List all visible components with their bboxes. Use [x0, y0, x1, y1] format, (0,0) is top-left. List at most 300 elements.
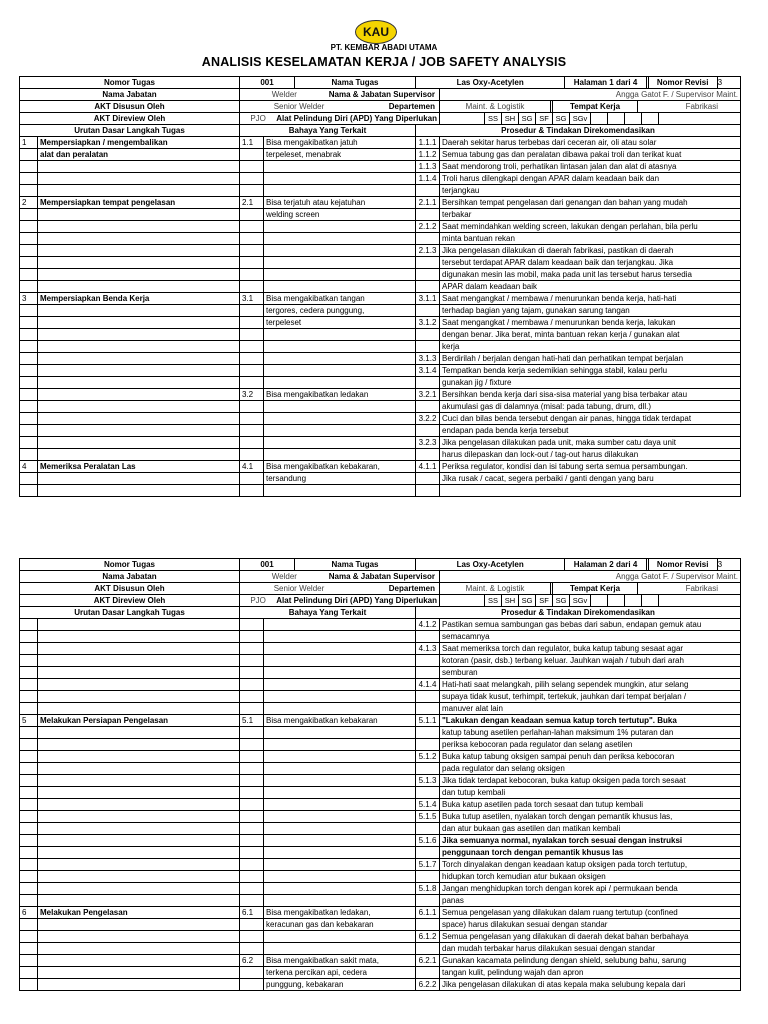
- step-text: [38, 667, 240, 679]
- tempat-kerja-value: Fabrikasi: [637, 101, 740, 112]
- step-text: [38, 703, 240, 715]
- procedure-number: [416, 401, 440, 413]
- hazard-number: [240, 353, 264, 365]
- procedure-text: semacamnya: [440, 631, 741, 643]
- procedure-number: [416, 185, 440, 197]
- hazard-number: [240, 763, 264, 775]
- step-number: [20, 257, 38, 269]
- procedure-text: kotoran (pasir, dsb.) terbang keluar. Jauhkan wajah / tubuh dari arah: [440, 655, 741, 667]
- procedure-text: digunakan mesin las mobil, maka pada unit las tersebut harus tersedia: [440, 269, 741, 281]
- procedure-text: dan atur bukaan gas asetilen dan matikan kembali: [440, 823, 741, 835]
- table-row: [20, 919, 741, 931]
- procedure-text: Jangan menghidupkan torch dengan korek api / permukaan benda: [440, 883, 741, 895]
- apd-code: SH: [501, 595, 518, 606]
- step-text: [38, 173, 240, 185]
- departemen-label: Departemen: [388, 584, 436, 593]
- table-row: [20, 679, 741, 691]
- procedure-number: 5.1.6: [416, 835, 440, 847]
- step-text: [38, 895, 240, 907]
- hazard-number: [240, 185, 264, 197]
- procedure-text: harus dilepaskan dan lock-out / tag-out harus dilakukan: [440, 449, 741, 461]
- table-row: [20, 257, 741, 269]
- table-row: [20, 389, 741, 401]
- step-number: 6: [20, 907, 38, 919]
- procedure-text: Jika pengelasan dilakukan di daerah fabrikasi, pastikan di daerah: [440, 245, 741, 257]
- jabatan-supervisor-block: [240, 89, 440, 101]
- procedure-number: 2.1.1: [416, 197, 440, 209]
- hazard-text: [264, 823, 416, 835]
- table-row: [20, 317, 741, 329]
- procedure-text: terhadap bagian yang tajam, gunakan sarung tangan: [440, 305, 741, 317]
- step-text: [38, 775, 240, 787]
- procedure-text: Jika tidak terdapat kebocoran, buka katup oksigen pada torch sesaat: [440, 775, 741, 787]
- halaman-label: Halaman 2 dari 4: [564, 559, 645, 570]
- procedure-number: [416, 485, 440, 497]
- hazard-number: [240, 835, 264, 847]
- step-text: [38, 799, 240, 811]
- column-header-steps: Urutan Dasar Langkah Tugas: [20, 125, 240, 137]
- step-number: [20, 161, 38, 173]
- table-row: [20, 233, 741, 245]
- step-number: 3: [20, 293, 38, 305]
- step-text: [38, 449, 240, 461]
- procedure-number: [416, 871, 440, 883]
- nama-tugas-label: Nama Tugas: [294, 77, 415, 88]
- table-row: [20, 763, 741, 775]
- nama-tugas-value: Las Oxy-Acetylen: [456, 78, 524, 87]
- procedure-text: Semua pengelasan yang dilakukan dalam ruang tertutup (confined: [440, 907, 741, 919]
- apd-codes: [440, 113, 741, 125]
- apd-code: [590, 113, 607, 124]
- hazard-number: [240, 847, 264, 859]
- hazard-number: [240, 485, 264, 497]
- apd-code: SF: [535, 595, 552, 606]
- hazard-text: [264, 811, 416, 823]
- table-row: [20, 907, 741, 919]
- step-number: [20, 353, 38, 365]
- nomor-revisi-label: Nomor Revisi: [646, 77, 717, 88]
- hazard-number: [240, 739, 264, 751]
- step-number: [20, 485, 38, 497]
- procedure-number: [416, 269, 440, 281]
- table-row: [20, 461, 741, 473]
- hazard-text: [264, 847, 416, 859]
- nomor-tugas-label: Nomor Tugas: [20, 77, 240, 89]
- hazard-number: [240, 895, 264, 907]
- step-number: [20, 955, 38, 967]
- procedure-text: Berdirilah / berjalan dengan hati-hati dan perhatikan tempat berjalan: [440, 353, 741, 365]
- apd-code: [590, 595, 607, 606]
- procedure-text: Bersihkan tempat pengelasan dari genangan dan bahan yang mudah: [440, 197, 741, 209]
- hazard-number: [240, 799, 264, 811]
- procedure-text: Buka tutup asetilen, nyalakan torch dengan pemantik khusus las,: [440, 811, 741, 823]
- procedure-number: [416, 763, 440, 775]
- direview-apd-block: [240, 595, 440, 607]
- table-row: [20, 739, 741, 751]
- hazard-number: [240, 377, 264, 389]
- departemen-tempat-block: [440, 583, 741, 595]
- hazard-number: [240, 943, 264, 955]
- step-number: [20, 221, 38, 233]
- table-row: [20, 449, 741, 461]
- procedure-number: [416, 739, 440, 751]
- hazard-text: [264, 437, 416, 449]
- procedure-text: Buka katup asetilen pada torch sesaat dan tutup kembali: [440, 799, 741, 811]
- hazard-text: [264, 691, 416, 703]
- table-row: [20, 895, 741, 907]
- document-title: ANALISIS KESELAMATAN KERJA / JOB SAFETY ANALYSIS: [201, 55, 567, 69]
- hazard-text: [264, 631, 416, 643]
- hazard-number: [240, 413, 264, 425]
- table-row: [20, 667, 741, 679]
- hazard-text: [264, 895, 416, 907]
- procedure-number: 1.1.4: [416, 173, 440, 185]
- table-row: [20, 269, 741, 281]
- step-number: [20, 149, 38, 161]
- step-text: [38, 389, 240, 401]
- procedure-number: [416, 943, 440, 955]
- step-text: [38, 967, 240, 979]
- step-text: [38, 727, 240, 739]
- hazard-number: [240, 703, 264, 715]
- step-number: [20, 329, 38, 341]
- hazard-text: [264, 739, 416, 751]
- procedure-number: [416, 667, 440, 679]
- step-text: Mempersiapkan tempat pengelasan: [38, 197, 240, 209]
- hazard-text: [264, 257, 416, 269]
- step-number: [20, 811, 38, 823]
- procedure-text: Pastikan semua sambungan gas bebas dari sabun, endapan gemuk atau: [440, 619, 741, 631]
- procedure-number: 5.1.2: [416, 751, 440, 763]
- hazard-number: [240, 883, 264, 895]
- hazard-text: [264, 425, 416, 437]
- procedure-number: [416, 655, 440, 667]
- hazard-number: [240, 775, 264, 787]
- step-number: [20, 967, 38, 979]
- procedure-number: 5.1.5: [416, 811, 440, 823]
- step-text: [38, 401, 240, 413]
- hazard-number: [240, 679, 264, 691]
- step-text: [38, 787, 240, 799]
- procedure-number: [416, 377, 440, 389]
- hazard-number: [240, 341, 264, 353]
- nama-tugas-label: Nama Tugas: [294, 559, 415, 570]
- step-number: 1: [20, 137, 38, 149]
- direview-value: PJO: [250, 114, 266, 123]
- procedure-number: 3.1.4: [416, 365, 440, 377]
- step-number: [20, 365, 38, 377]
- procedure-number: [416, 631, 440, 643]
- hazard-number: [240, 967, 264, 979]
- step-text: alat dan peralatan: [38, 149, 240, 161]
- step-text: [38, 811, 240, 823]
- apd-code: [641, 113, 658, 124]
- departemen-tempat-block: [440, 101, 741, 113]
- hazard-text: [264, 281, 416, 293]
- procedure-text: katup tabung asetilen perlahan-lahan maksimum 1% putaran dan: [440, 727, 741, 739]
- direview-label: AKT Direview Oleh: [20, 113, 240, 125]
- hazard-text: terkena percikan api, cedera: [264, 967, 416, 979]
- column-header-procedures: Prosedur & Tindakan Direkomendasikan: [416, 125, 741, 137]
- step-number: [20, 823, 38, 835]
- procedure-text: Torch dinyalakan dengan keadaan katup oksigen pada torch tertutup,: [440, 859, 741, 871]
- hazard-text: [264, 269, 416, 281]
- step-number: [20, 871, 38, 883]
- hazard-number: [240, 859, 264, 871]
- hazard-number: [240, 449, 264, 461]
- table-row: [20, 161, 741, 173]
- procedure-number: 3.2.3: [416, 437, 440, 449]
- procedure-text: akumulasi gas di dalamnya (misal: pada tabung, drum, dll.): [440, 401, 741, 413]
- step-text: [38, 739, 240, 751]
- hazard-text: tergores, cedera punggung,: [264, 305, 416, 317]
- procedure-number: [416, 787, 440, 799]
- apd-code: [624, 595, 641, 606]
- procedure-number: 1.1.3: [416, 161, 440, 173]
- hazard-text: [264, 221, 416, 233]
- procedure-text: tangan kulit, pelindung wajah dan apron: [440, 967, 741, 979]
- procedure-text: Jika pengelasan dilakukan pada unit, maka sumber catu daya unit: [440, 437, 741, 449]
- procedure-number: [416, 895, 440, 907]
- step-text: [38, 485, 240, 497]
- hazard-text: [264, 763, 416, 775]
- procedure-number: 6.1.2: [416, 931, 440, 943]
- table-row: [20, 871, 741, 883]
- procedure-text: terbakar: [440, 209, 741, 221]
- procedure-number: [416, 281, 440, 293]
- procedure-text: Tempatkan benda kerja sedemikian sehingga stabil, kalau perlu: [440, 365, 741, 377]
- company-logo: [355, 20, 397, 44]
- step-text: [38, 353, 240, 365]
- hazard-text: [264, 449, 416, 461]
- supervisor-value: Angga Gatot F. / Supervisor Maint.: [440, 89, 741, 101]
- hazard-number: [240, 751, 264, 763]
- hazard-text: tersandung: [264, 473, 416, 485]
- step-text: [38, 955, 240, 967]
- hazard-text: terpeleset: [264, 317, 416, 329]
- apd-code: [607, 113, 624, 124]
- hazard-number: [240, 691, 264, 703]
- table-row: [20, 197, 741, 209]
- nomor-tugas-block: [240, 77, 416, 89]
- nama-jabatan-value: Welder: [271, 90, 297, 99]
- hazard-text: [264, 679, 416, 691]
- table-row: [20, 281, 741, 293]
- nomor-tugas-value: 001: [260, 78, 274, 87]
- step-text: [38, 365, 240, 377]
- hazard-text: [264, 413, 416, 425]
- company-name: PT. KEMBAR ABADI UTAMA: [330, 43, 438, 52]
- column-header-hazards: Bahaya Yang Terkait: [240, 607, 416, 619]
- hazard-number: [240, 979, 264, 991]
- nomor-revisi-value: 3: [717, 77, 740, 88]
- step-number: [20, 413, 38, 425]
- hazard-number: 5.1: [240, 715, 264, 727]
- step-text: [38, 473, 240, 485]
- hazard-number: [240, 305, 264, 317]
- apd-code: SS: [484, 113, 501, 124]
- step-number: [20, 317, 38, 329]
- procedure-number: [416, 727, 440, 739]
- step-text: Melakukan Pengelasan: [38, 907, 240, 919]
- hazard-text: punggung, kebakaran: [264, 979, 416, 991]
- procedure-text: Semua pengelasan yang dilakukan di daerah dekat bahan berbahaya: [440, 931, 741, 943]
- hazard-text: [264, 619, 416, 631]
- procedure-number: [416, 967, 440, 979]
- hazard-text: welding screen: [264, 209, 416, 221]
- step-number: [20, 401, 38, 413]
- step-number: [20, 847, 38, 859]
- procedure-text: periksa kebocoran pada regulator dan selang asetilen: [440, 739, 741, 751]
- table-row: [20, 799, 741, 811]
- departemen-label: Departemen: [388, 102, 436, 111]
- step-number: [20, 775, 38, 787]
- step-number: [20, 185, 38, 197]
- table-row: [20, 655, 741, 667]
- procedure-text: Saat mengangkat / membawa / menurunkan benda kerja, lakukan: [440, 317, 741, 329]
- procedure-number: [416, 449, 440, 461]
- table-row: [20, 979, 741, 991]
- hazard-text: [264, 365, 416, 377]
- step-text: [38, 823, 240, 835]
- column-header-procedures: Prosedur & Tindakan Direkomendasikan: [416, 607, 741, 619]
- table-row: [20, 209, 741, 221]
- table-row: [20, 823, 741, 835]
- step-text: [38, 425, 240, 437]
- apd-label: Alat Pelindung Diri (APD) Yang Diperlukan: [276, 114, 438, 123]
- nama-jabatan-value: Welder: [271, 572, 297, 581]
- table-row: [20, 221, 741, 233]
- procedure-text: APAR dalam keadaan baik: [440, 281, 741, 293]
- disusun-departemen-block: [240, 101, 440, 113]
- procedure-number: 6.1.1: [416, 907, 440, 919]
- hazard-text: [264, 401, 416, 413]
- step-text: [38, 763, 240, 775]
- step-number: [20, 425, 38, 437]
- procedure-text: hidupkan torch kemudian atur bukaan oksigen: [440, 871, 741, 883]
- step-number: [20, 763, 38, 775]
- procedure-number: 5.1.4: [416, 799, 440, 811]
- hazard-text: [264, 667, 416, 679]
- hazard-text: [264, 185, 416, 197]
- procedure-number: 4.1.1: [416, 461, 440, 473]
- nomor-tugas-block: [240, 559, 416, 571]
- step-text: Memeriksa Peralatan Las: [38, 461, 240, 473]
- step-number: [20, 667, 38, 679]
- procedure-number: 5.1.1: [416, 715, 440, 727]
- hazard-number: [240, 643, 264, 655]
- hazard-number: [240, 787, 264, 799]
- step-text: [38, 835, 240, 847]
- step-number: [20, 619, 38, 631]
- step-text: [38, 245, 240, 257]
- nama-tugas-halaman-block: [416, 559, 741, 571]
- hazard-text: [264, 245, 416, 257]
- table-row: [20, 245, 741, 257]
- table-row: [20, 473, 741, 485]
- procedure-text: Cuci dan bilas benda tersebut dengan air panas, hingga tidak terdapat: [440, 413, 741, 425]
- hazard-number: [240, 437, 264, 449]
- tempat-kerja-label: Tempat Kerja: [550, 101, 637, 112]
- procedure-number: 5.1.8: [416, 883, 440, 895]
- step-text: [38, 305, 240, 317]
- hazard-text: [264, 727, 416, 739]
- procedure-number: 2.1.3: [416, 245, 440, 257]
- step-number: [20, 703, 38, 715]
- table-row: [20, 727, 741, 739]
- hazard-number: 6.2: [240, 955, 264, 967]
- hazard-text: [264, 329, 416, 341]
- column-header-steps: Urutan Dasar Langkah Tugas: [20, 607, 240, 619]
- procedure-number: 4.1.3: [416, 643, 440, 655]
- hazard-text: [264, 353, 416, 365]
- hazard-text: [264, 883, 416, 895]
- step-number: [20, 389, 38, 401]
- direview-apd-block: [240, 113, 440, 125]
- table-row: [20, 341, 741, 353]
- hazard-text: [264, 655, 416, 667]
- procedure-text: tersebut terdapat APAR dalam keadaan baik dan terjangkau. Jika: [440, 257, 741, 269]
- hazard-number: 6.1: [240, 907, 264, 919]
- procedure-number: [416, 257, 440, 269]
- hazard-number: [240, 811, 264, 823]
- procedure-text: panas: [440, 895, 741, 907]
- procedure-text: penggunaan torch dengan pemantik khusus las: [440, 847, 741, 859]
- table-row: [20, 619, 741, 631]
- step-number: [20, 835, 38, 847]
- table-row: [20, 173, 741, 185]
- hazard-text: Bisa terjatuh atau kejatuhan: [264, 197, 416, 209]
- step-number: 5: [20, 715, 38, 727]
- apd-code: SG: [518, 113, 535, 124]
- hazard-number: [240, 257, 264, 269]
- hazard-text: [264, 341, 416, 353]
- hazard-number: 2.1: [240, 197, 264, 209]
- step-number: [20, 631, 38, 643]
- procedure-text: kerja: [440, 341, 741, 353]
- step-number: [20, 679, 38, 691]
- procedure-number: 3.2.2: [416, 413, 440, 425]
- hazard-text: [264, 859, 416, 871]
- supervisor-label: Nama & Jabatan Supervisor: [328, 90, 436, 99]
- apd-code: [658, 113, 675, 124]
- step-number: [20, 739, 38, 751]
- step-text: [38, 257, 240, 269]
- procedure-number: 2.1.2: [416, 221, 440, 233]
- step-number: 2: [20, 197, 38, 209]
- hazard-number: [240, 209, 264, 221]
- table-row: [20, 305, 741, 317]
- step-number: [20, 883, 38, 895]
- nama-tugas-halaman-block: [416, 77, 741, 89]
- table-row: [20, 137, 741, 149]
- hazard-number: [240, 401, 264, 413]
- step-number: [20, 341, 38, 353]
- procedure-text: semburan: [440, 667, 741, 679]
- procedure-text: Buka katup tabung oksigen sampai penuh dan periksa kebocoran: [440, 751, 741, 763]
- procedure-number: 4.1.4: [416, 679, 440, 691]
- table-row: [20, 353, 741, 365]
- procedure-number: [416, 305, 440, 317]
- table-row: [20, 703, 741, 715]
- hazard-number: 1.1: [240, 137, 264, 149]
- step-text: [38, 413, 240, 425]
- table-row: [20, 967, 741, 979]
- hazard-text: [264, 775, 416, 787]
- table-row: [20, 365, 741, 377]
- procedure-text: Semua tabung gas dan peralatan dibawa pakai troli dan terikat kuat: [440, 149, 741, 161]
- step-number: [20, 449, 38, 461]
